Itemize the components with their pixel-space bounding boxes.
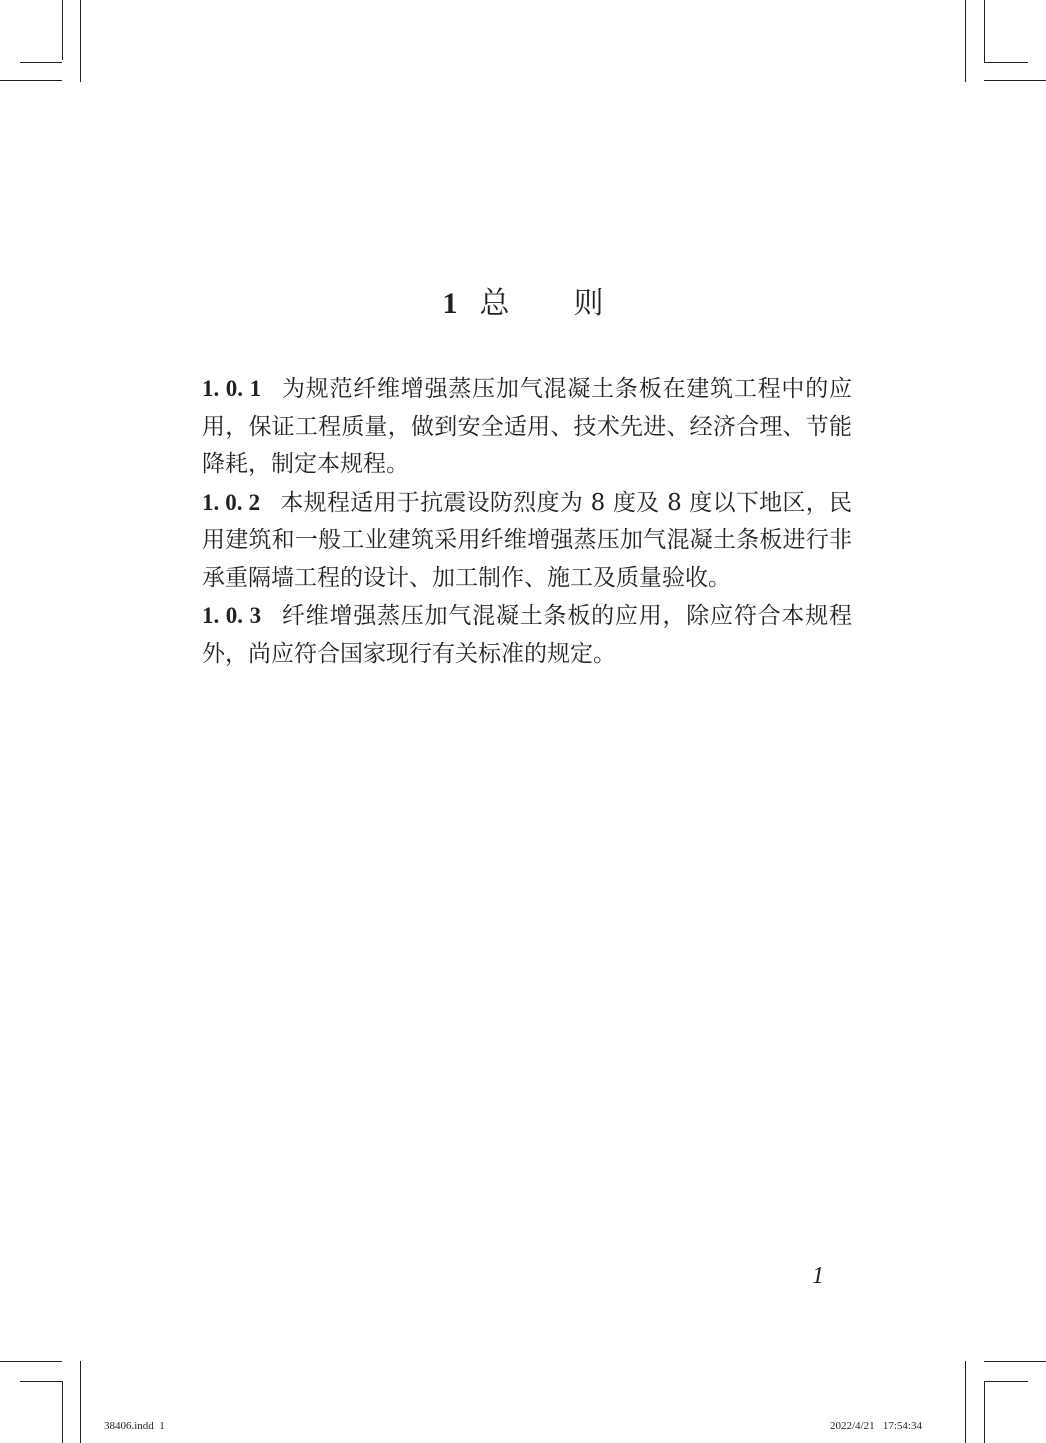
crop-mark [965, 1361, 966, 1443]
crop-mark [984, 62, 1028, 63]
chapter-title-word: 则 [573, 286, 604, 321]
crop-mark [80, 1361, 81, 1443]
clause-number: 1. 0. 2 [202, 489, 261, 515]
clause-number: 1. 0. 3 [202, 603, 262, 628]
crop-mark [984, 80, 1046, 81]
clause-text: 本规程适用于抗震设防烈度为 8 度及 8 度以下地区，民用建筑和一般工业建筑采用纤维增强蒸压加气混凝土条板进行非承重隔墙工程的设计、加工制作、施工及质量验收。 [202, 489, 853, 591]
slug-file-info: 38406.indd 1 [104, 1420, 165, 1432]
clause [202, 370, 852, 484]
slug-timestamp: 2022/4/21 17:54:34 [830, 1420, 922, 1432]
crop-mark [965, 0, 966, 82]
crop-mark [984, 1361, 1046, 1362]
chapter-title-word: 总 [479, 286, 510, 321]
crop-mark [20, 62, 62, 63]
clause [202, 597, 852, 673]
crop-mark [62, 1381, 63, 1443]
clause [202, 484, 852, 598]
crop-mark [0, 80, 62, 81]
crop-mark [984, 0, 985, 62]
crop-mark [20, 1381, 62, 1382]
clause-text: 为规范纤维增强蒸压加气混凝土条板在建筑工程中的应用，保证工程质量，做到安全适用、技术先进、经济合理、节能降耗，制定本规程。 [202, 376, 853, 477]
crop-mark [984, 1381, 1028, 1382]
chapter-number: 1 [442, 287, 458, 320]
clause-number: 1. 0. 1 [202, 376, 262, 401]
clause-list [202, 370, 852, 673]
crop-mark [0, 1361, 62, 1362]
clause-text: 纤维增强蒸压加气混凝土条板的应用，除应符合本规程外，尚应符合国家现行有关标准的规定。 [202, 603, 853, 667]
crop-mark [62, 0, 63, 60]
page-number: 1 [812, 1263, 824, 1289]
crop-mark [984, 1381, 985, 1443]
chapter-title [0, 282, 1046, 326]
crop-mark [80, 0, 81, 82]
